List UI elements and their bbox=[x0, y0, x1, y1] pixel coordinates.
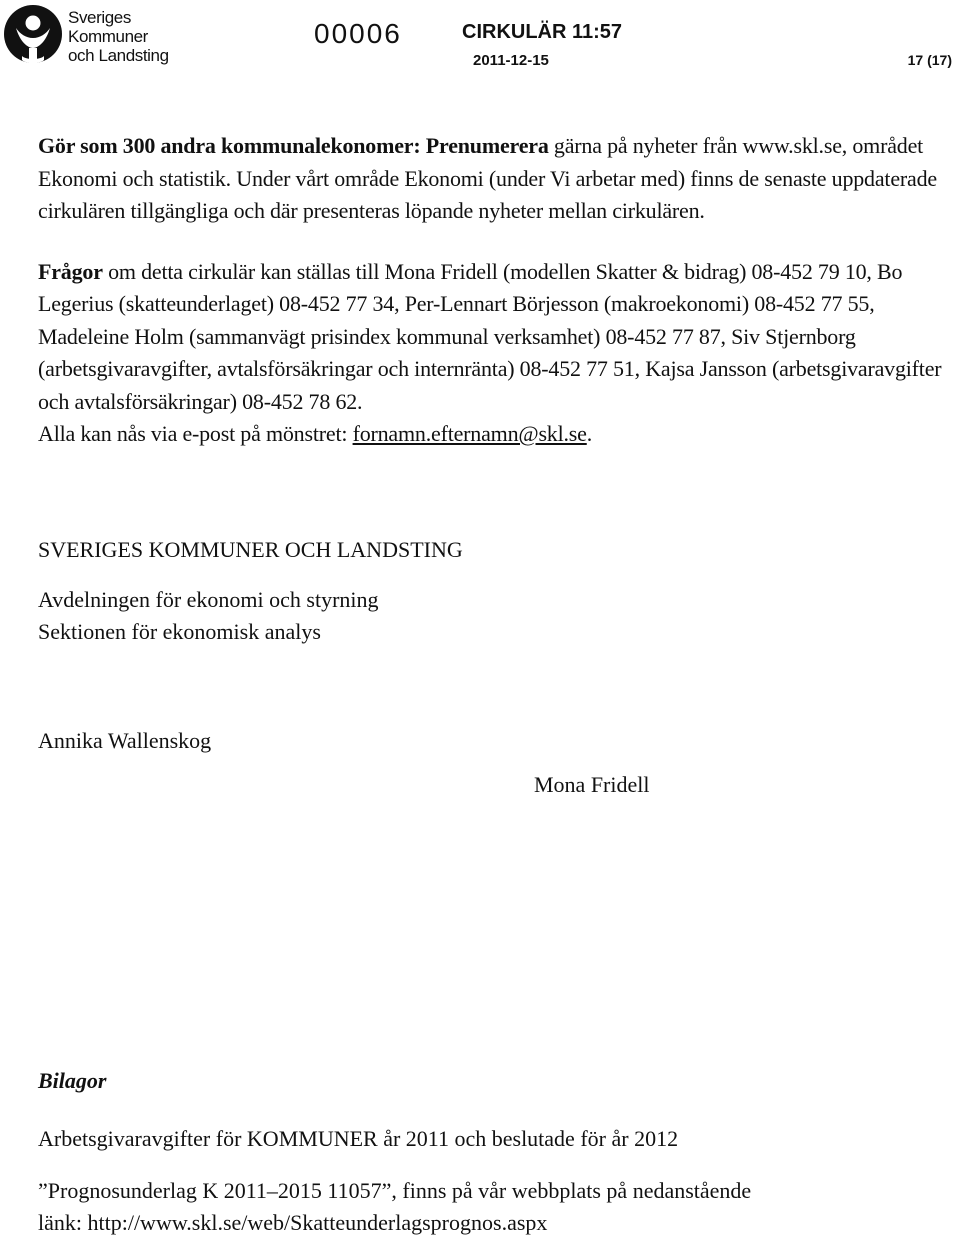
questions-text: om detta cirkulär kan ställas till Mona Fridell (modellen Skatter & bidrag) 08-452 79 10, Bo Legerius (skatteunderlaget) 08-452 77 34, Per-Lennart Börjesson (makroekonomi) 08-452 77 55, Madeleine Holm (sammanvägt prisindex kommunal verksamhet) 08-452 77 87, Siv Stjernborg (arbetsgivaravgifter, avtalsförsäkringar och internränta) 08-452 77 51, Kajsa Jansson (arbetsgivaravgifter och avtalsförsäkringar) 08-452 78 62. bbox=[38, 258, 942, 414]
attachment-item-2-line-2[interactable]: länk: http://www.skl.se/web/Skatteunderlagsprognos.aspx bbox=[38, 1210, 548, 1235]
email-link[interactable]: fornamn.efternamn@skl.se bbox=[352, 421, 587, 446]
attachment-item-1: Arbetsgivaravgifter för KOMMUNER år 2011 och beslutade för år 2012 bbox=[38, 1126, 679, 1151]
main-content bbox=[38, 130, 943, 451]
page-header bbox=[0, 0, 960, 80]
signature-2: Mona Fridell bbox=[534, 772, 650, 797]
page-number: 17 (17) bbox=[907, 52, 952, 68]
circular-title: CIRKULÄR 11:57 bbox=[462, 21, 623, 43]
questions-paragraph bbox=[38, 256, 943, 451]
email-prefix: Alla kan nås via e-post på mönstret: bbox=[38, 421, 353, 446]
intro-paragraph bbox=[38, 130, 943, 228]
intro-bold: Gör som 300 andra kommunalekonomer: Prenumerera bbox=[38, 133, 549, 158]
attachment-item-2 bbox=[38, 1175, 751, 1239]
department-block bbox=[38, 584, 379, 648]
circular-date: 2011-12-15 bbox=[473, 52, 549, 69]
org-line-1: Sveriges bbox=[68, 8, 131, 27]
document-stamp: 00006 bbox=[314, 18, 402, 49]
email-suffix: . bbox=[586, 421, 593, 446]
organization-uppercase: SVERIGES KOMMUNER OCH LANDSTING bbox=[38, 537, 463, 562]
attachments-title: Bilagor bbox=[38, 1068, 107, 1093]
department-line-2: Sektionen för ekonomisk analys bbox=[38, 619, 321, 644]
attachment-item-2-line-1: ”Prognosunderlag K 2011–2015 11057”, finns på vår webbplats på nedanstående bbox=[38, 1178, 752, 1203]
department-line-1: Avdelningen för ekonomi och styrning bbox=[38, 587, 379, 612]
signature-1: Annika Wallenskog bbox=[38, 728, 212, 753]
organization-name bbox=[68, 8, 169, 65]
skl-logo-icon bbox=[2, 4, 64, 68]
questions-bold: Frågor bbox=[38, 258, 103, 284]
intro-text: gärna på nyheter från www.skl.se, området Ekonomi och statistik. Under vårt område Ekonomi (under Vi arbetar med) finns de senaste uppdaterade cirkulären tillgängliga och där presenteras löpande nyheter mellan cirkulären. bbox=[38, 133, 937, 223]
org-line-3: och Landsting bbox=[68, 46, 169, 65]
org-line-2: Kommuner bbox=[68, 27, 148, 46]
